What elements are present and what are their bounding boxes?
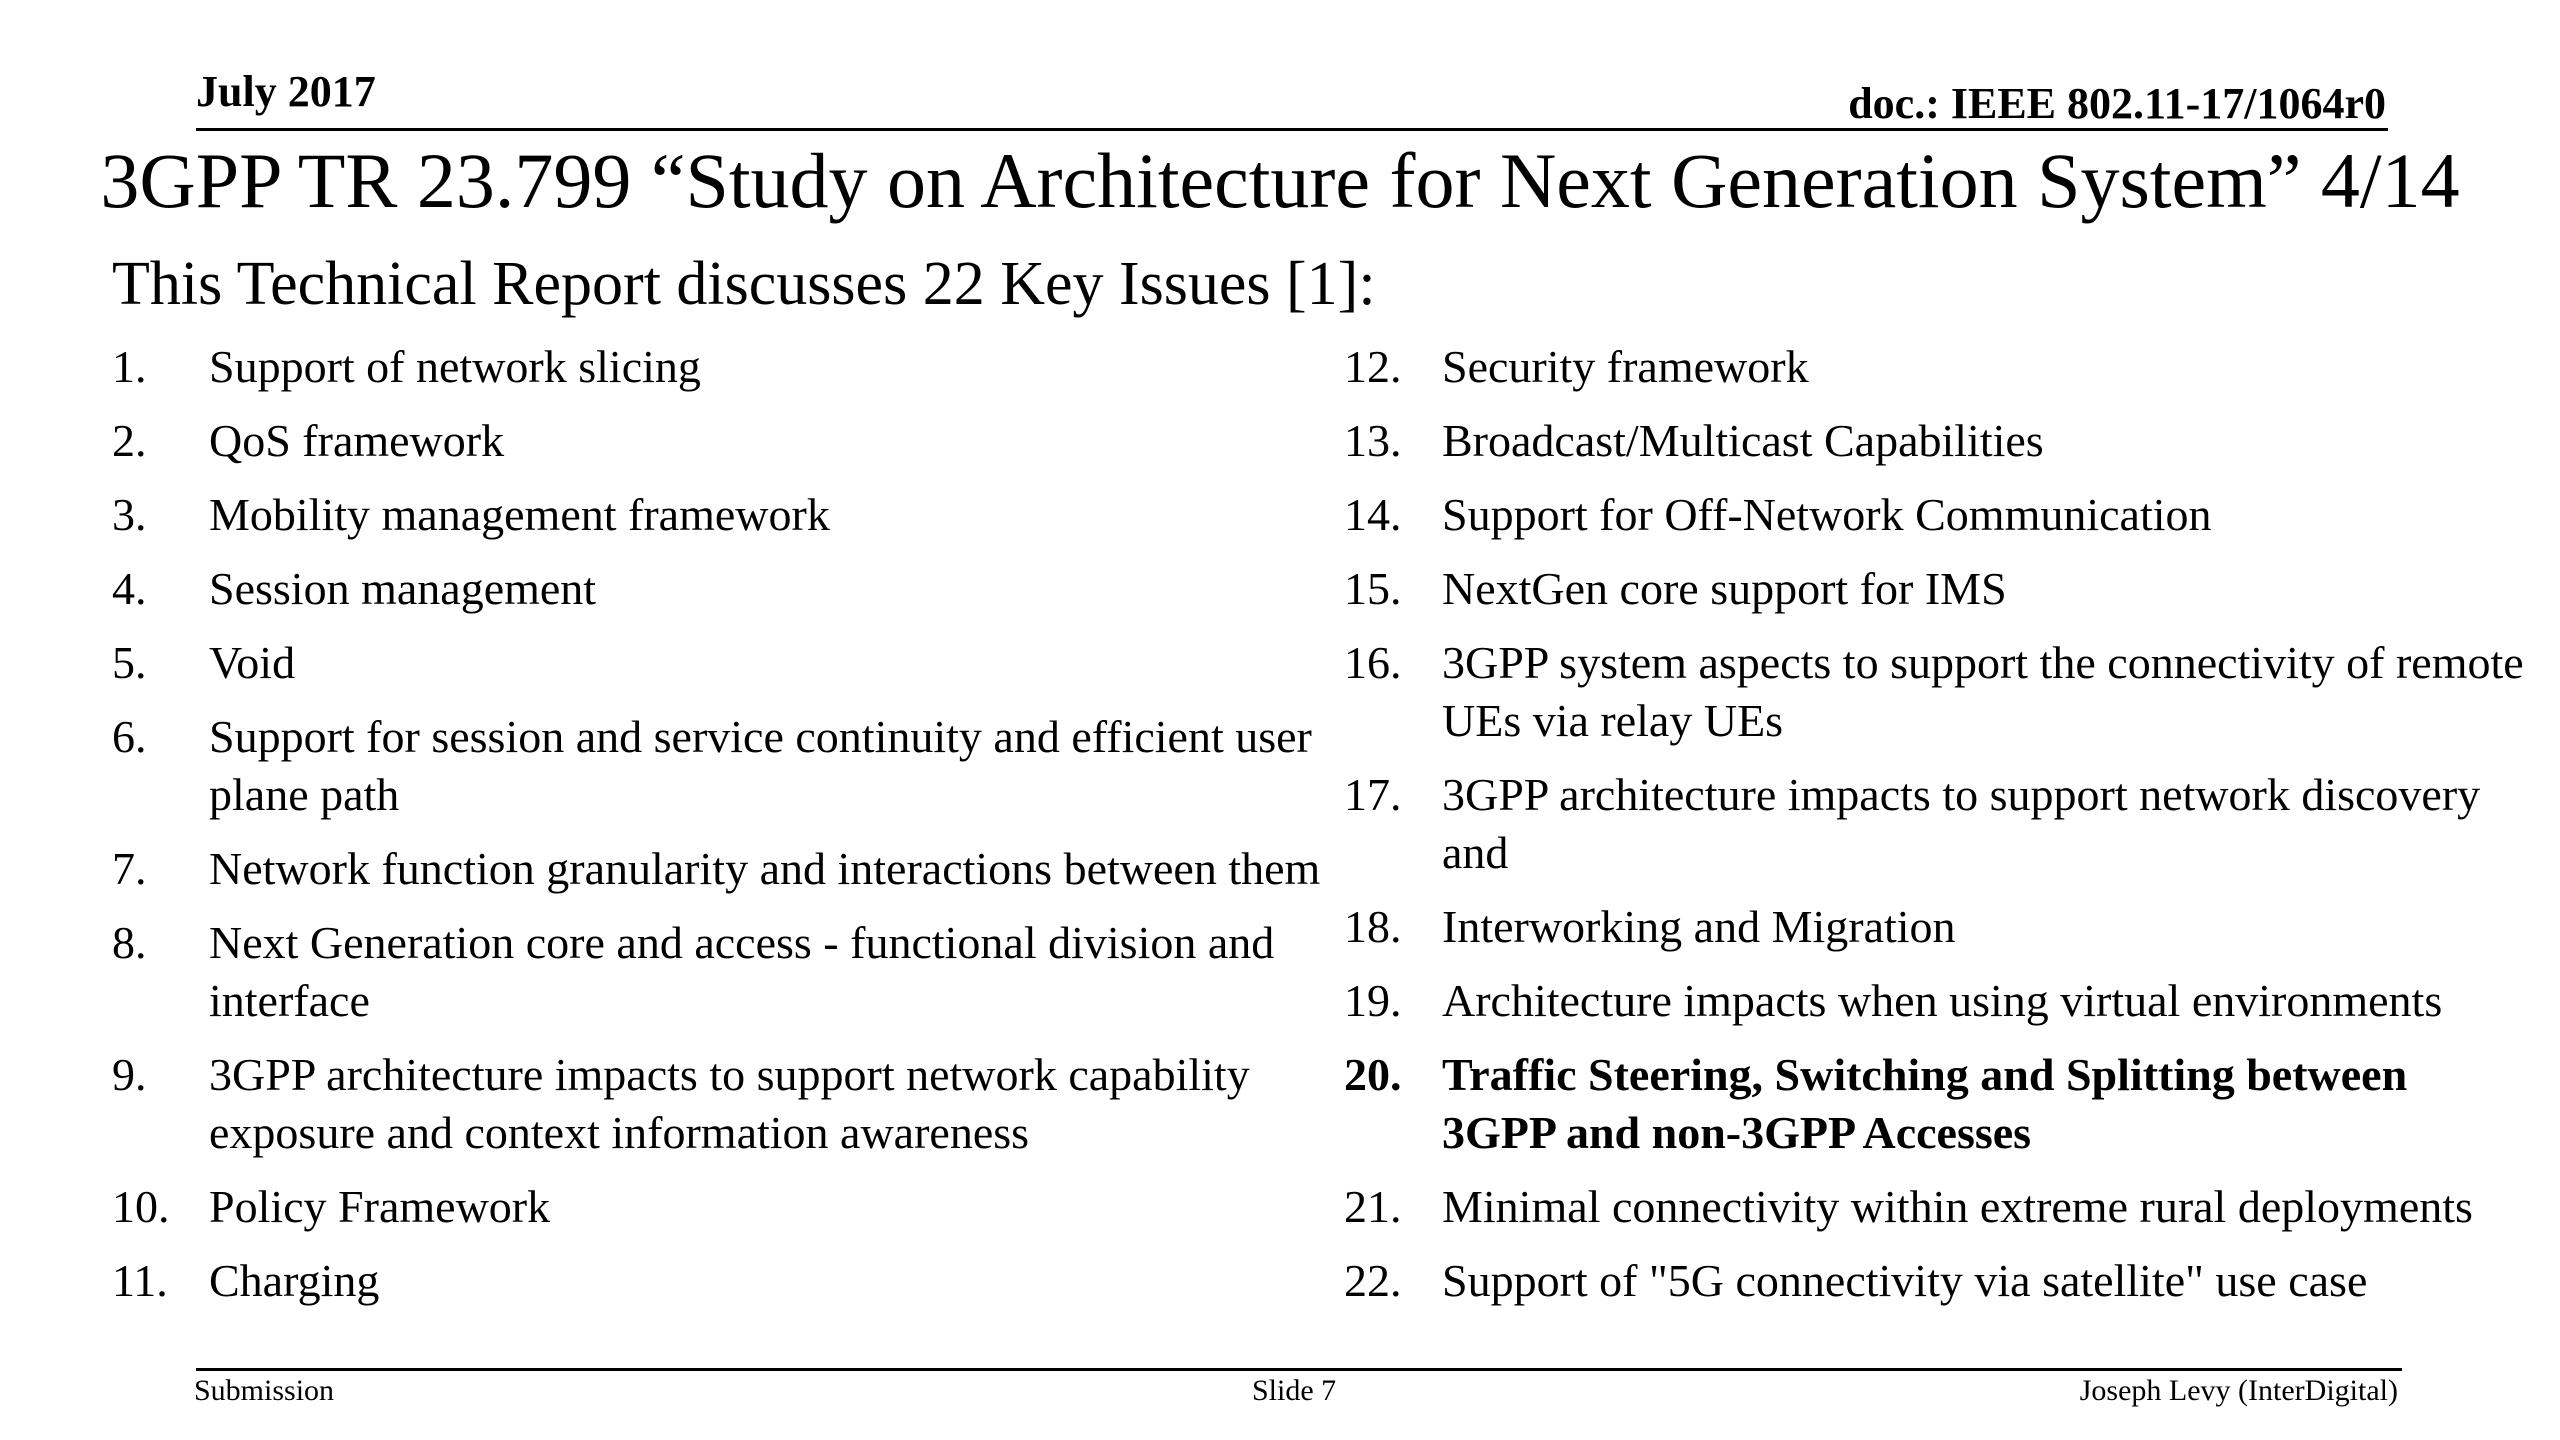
list-item: [1344, 1178, 2524, 1236]
list-item: [1344, 898, 2524, 956]
item-number: 17.: [1344, 769, 1402, 820]
list-item: [1344, 486, 2524, 544]
item-number: 19.: [1344, 975, 1402, 1026]
item-text: QoS framework: [209, 415, 505, 466]
header-doc-id: doc.: IEEE 802.11-17/1064r0: [1848, 79, 2386, 128]
item-text: Traffic Steering, Switching and Splitting between 3GPP and non-3GPP Accesses: [1442, 1049, 2408, 1158]
item-number: 7.: [112, 843, 147, 894]
item-text: Support of "5G connectivity via satellite" use case: [1442, 1255, 2368, 1306]
list-item: [112, 412, 1342, 470]
item-text: 3GPP architecture impacts to support network discovery and: [1442, 769, 2481, 878]
item-number: 15.: [1344, 563, 1402, 614]
item-text: Broadcast/Multicast Capabilities: [1442, 415, 2044, 466]
list-item: [1344, 1252, 2524, 1310]
item-text: Security framework: [1442, 341, 1809, 392]
list-item: [112, 1046, 1342, 1162]
item-number: 9.: [112, 1049, 147, 1100]
list-item: [112, 486, 1342, 544]
item-text: Network function granularity and interactions between them: [209, 843, 1321, 894]
item-number: 21.: [1344, 1181, 1402, 1232]
item-text: Mobility management framework: [209, 489, 830, 540]
item-number: 14.: [1344, 489, 1402, 540]
item-number: 5.: [112, 637, 147, 688]
list-item: [1344, 412, 2524, 470]
footer-author: Joseph Levy (InterDigital): [2079, 1374, 2398, 1407]
list-item: [1344, 634, 2524, 750]
item-text: Session management: [209, 563, 597, 614]
item-text: Support for session and service continuity and efficient user plane path: [209, 711, 1312, 820]
item-text: Void: [209, 637, 296, 688]
item-number: 2.: [112, 415, 147, 466]
list-item: [112, 560, 1342, 618]
list-item: [1344, 338, 2524, 396]
header-divider: [196, 128, 2388, 131]
list-item: [1344, 560, 2524, 618]
item-text: 3GPP system aspects to support the connectivity of remote UEs via relay UEs: [1442, 637, 2524, 746]
footer-slide-number: Slide 7: [1252, 1374, 1337, 1407]
item-number: 4.: [112, 563, 147, 614]
item-number: 6.: [112, 711, 147, 762]
item-number: 18.: [1344, 901, 1402, 952]
key-issues-list-left: [112, 338, 1342, 1326]
list-item: [112, 914, 1342, 1030]
footer-submission: Submission: [194, 1374, 335, 1407]
list-item: [112, 1178, 1342, 1236]
item-text: NextGen core support for IMS: [1442, 563, 2007, 614]
slide-title: 3GPP TR 23.799 “Study on Architecture for Next Generation System” 4/14: [100, 137, 2460, 224]
item-text: Next Generation core and access - functional division and interface: [209, 917, 1275, 1026]
list-item: [112, 708, 1342, 824]
item-number: 11.: [112, 1255, 168, 1306]
list-item: [112, 634, 1342, 692]
footer-divider: [196, 1368, 2402, 1371]
item-number: 10.: [112, 1181, 170, 1232]
item-number: 8.: [112, 917, 147, 968]
list-item-highlighted: [1344, 1046, 2524, 1162]
item-text: Support of network slicing: [209, 341, 701, 392]
item-text: Charging: [209, 1255, 380, 1306]
header-date: July 2017: [196, 67, 376, 116]
item-text: Support for Off-Network Communication: [1442, 489, 2212, 540]
item-text: Interworking and Migration: [1442, 901, 1956, 952]
item-text: 3GPP architecture impacts to support network capability exposure and context information awareness: [209, 1049, 1250, 1158]
item-text: Architecture impacts when using virtual environments: [1442, 975, 2443, 1026]
item-number: 1.: [112, 341, 147, 392]
list-item: [112, 338, 1342, 396]
list-item: [1344, 972, 2524, 1030]
item-number: 22.: [1344, 1255, 1402, 1306]
key-issues-list-right: [1344, 338, 2524, 1326]
item-number: 16.: [1344, 637, 1402, 688]
list-item: [1344, 766, 2524, 882]
item-number: 12.: [1344, 341, 1402, 392]
list-item: [112, 1252, 1342, 1310]
item-number: 3.: [112, 489, 147, 540]
item-number: 20.: [1344, 1049, 1402, 1100]
intro-text: This Technical Report discusses 22 Key Issues [1]:: [112, 250, 1376, 318]
list-item: [112, 840, 1342, 898]
item-text: Policy Framework: [209, 1181, 551, 1232]
item-number: 13.: [1344, 415, 1402, 466]
item-text: Minimal connectivity within extreme rural deployments: [1442, 1181, 2473, 1232]
